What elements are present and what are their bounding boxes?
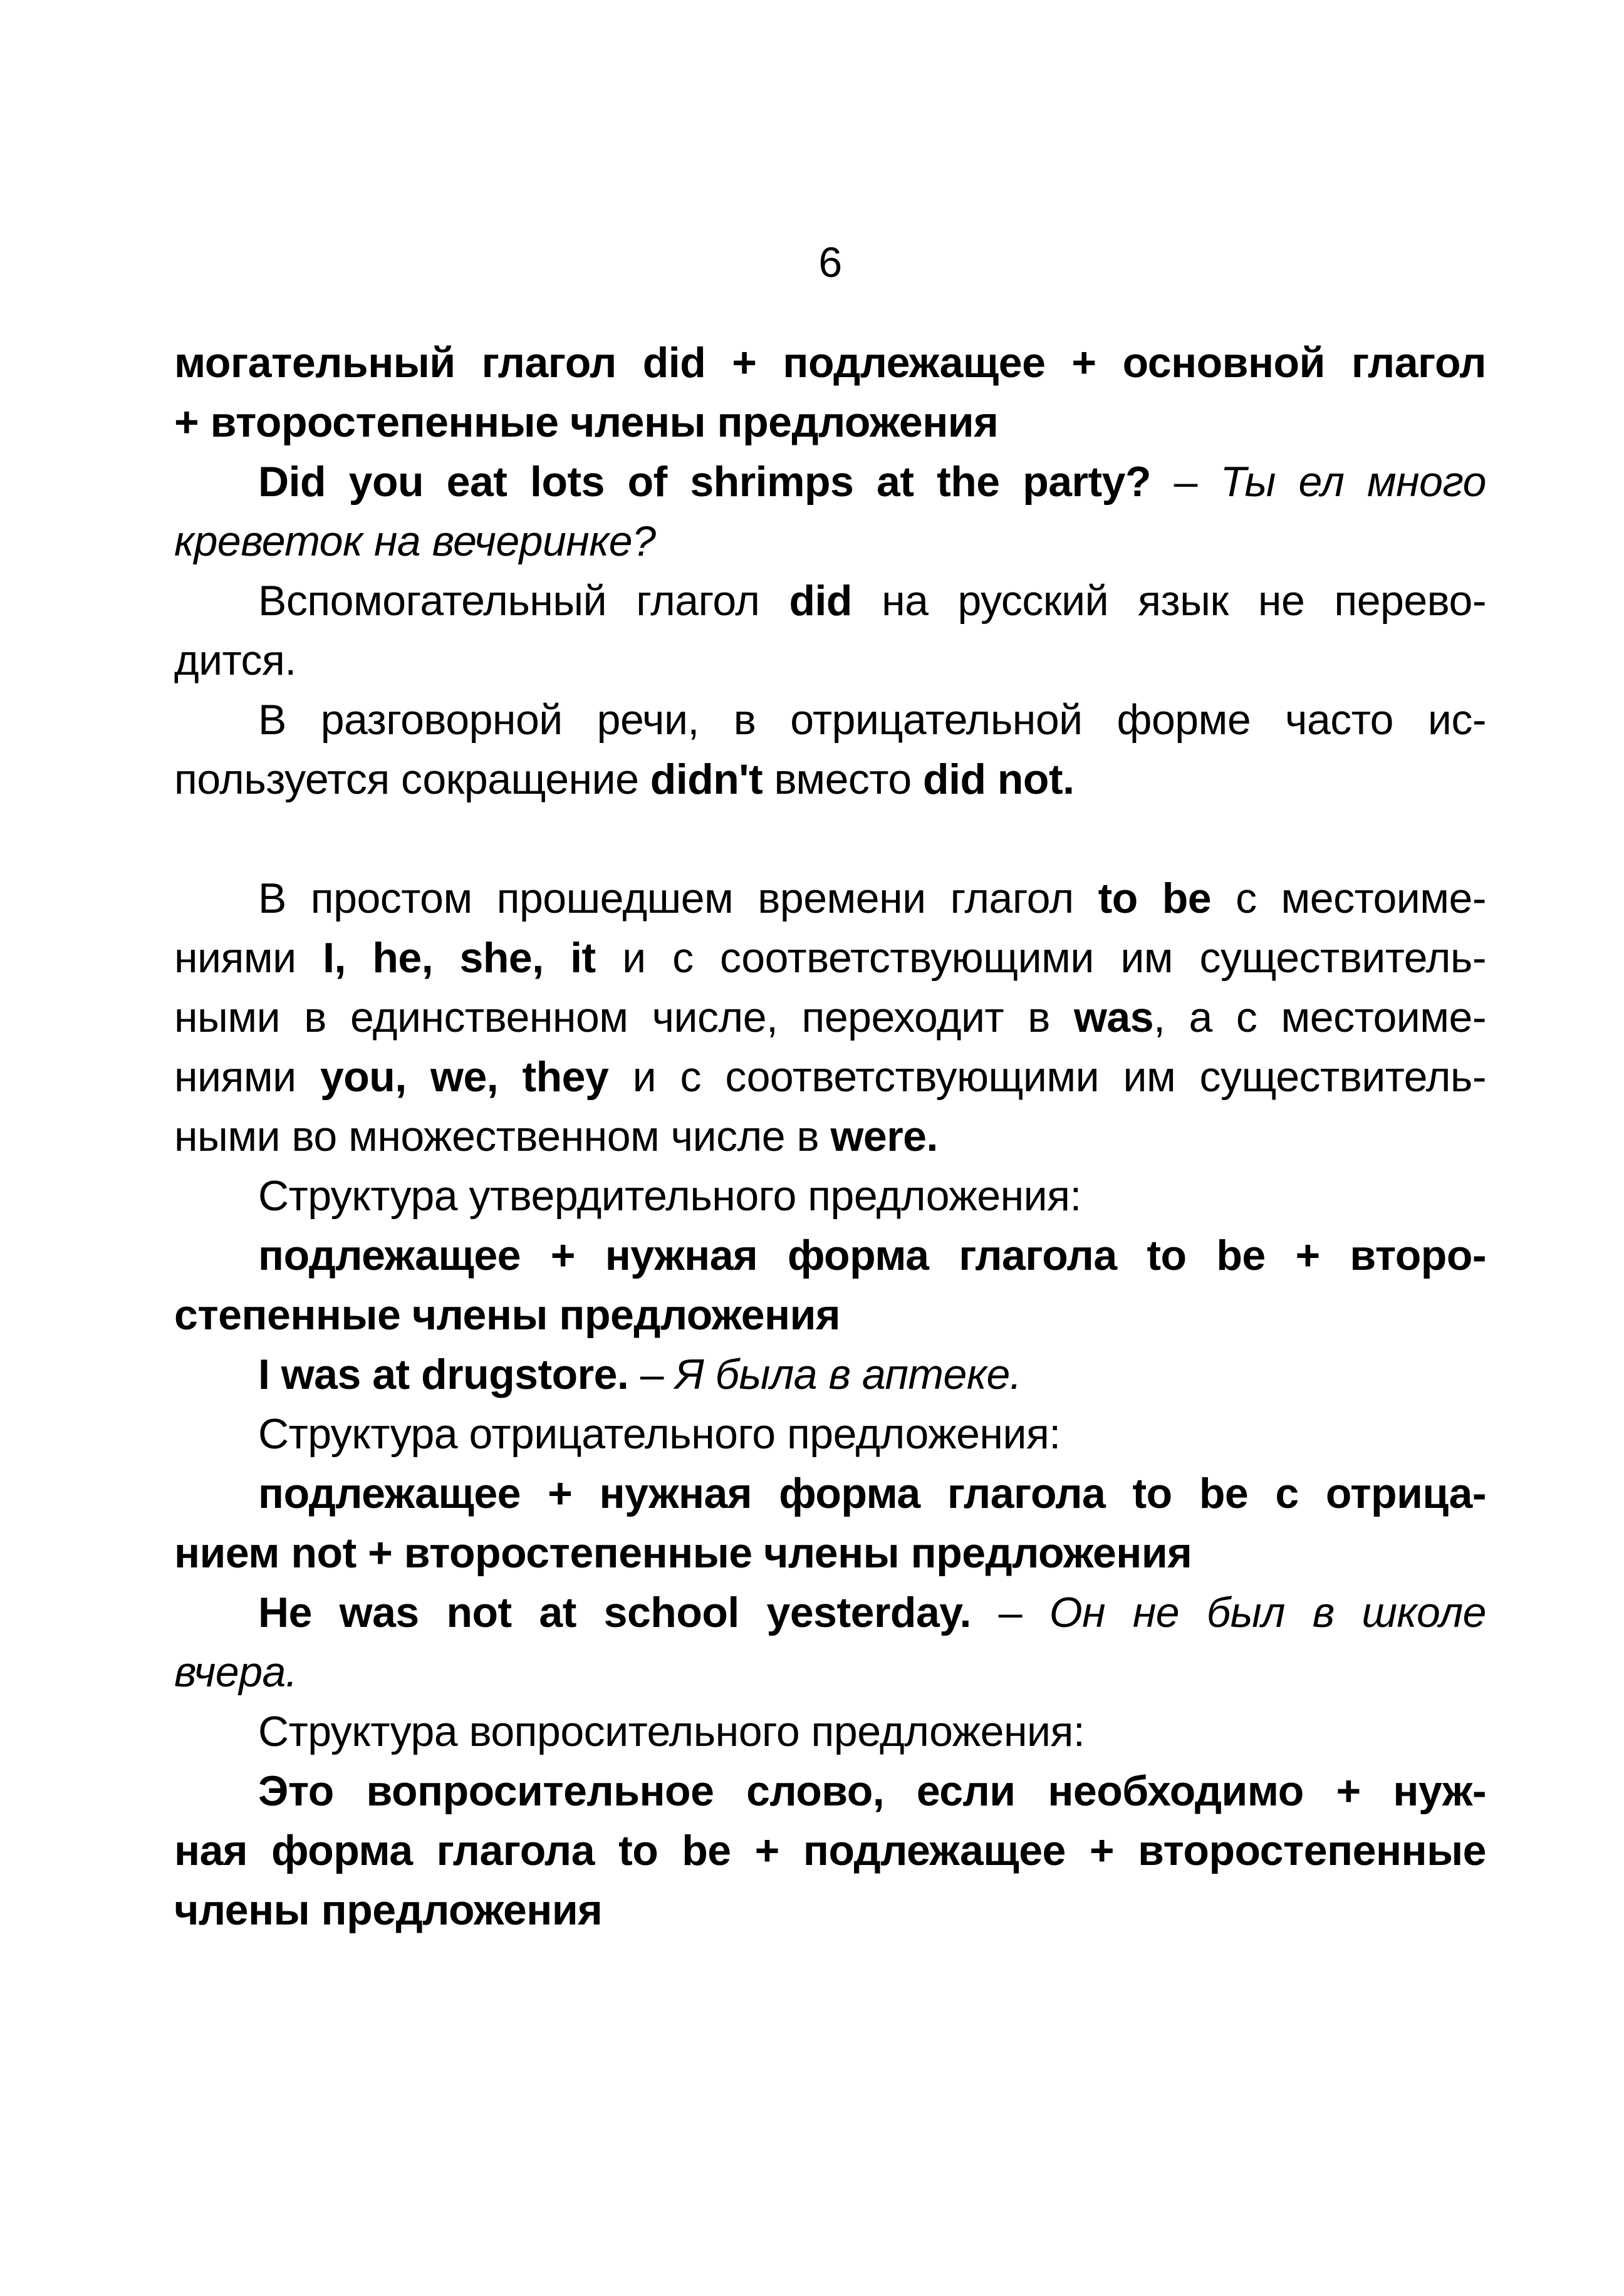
text-segment: дится. <box>174 636 296 684</box>
text-segment: ниями <box>174 1053 320 1101</box>
text-segment: подлежащее + нужная форма глагола to be + второ- <box>258 1232 1486 1279</box>
text-line <box>174 571 1486 631</box>
text-block <box>174 333 1486 1940</box>
text-line <box>174 1047 1486 1107</box>
text-segment: Вспомогательный глагол <box>258 577 789 625</box>
text-segment: на русский язык не перево- <box>851 577 1486 625</box>
text-segment: I, he, she, it <box>323 934 596 982</box>
text-segment: Ты ел много <box>1220 458 1486 506</box>
text-segment: – <box>1151 458 1221 506</box>
text-segment: члены предложения <box>174 1886 603 1934</box>
text-segment: ными во множественном числе в <box>174 1113 831 1160</box>
text-segment: I was at drugstore. <box>258 1351 629 1398</box>
text-line <box>174 1405 1486 1464</box>
text-segment: Did you eat lots of shrimps at the party? <box>258 458 1152 506</box>
text-segment: Структура утвердительного предложения: <box>258 1172 1081 1220</box>
page-number: 6 <box>818 239 842 286</box>
text-segment: , а с местоиме- <box>1153 994 1486 1041</box>
text-segment: ная форма глагола to be + подлежащее + второстепенные <box>174 1827 1486 1874</box>
text-segment: степенные члены предложения <box>174 1291 841 1339</box>
text-line <box>174 1821 1486 1881</box>
text-segment: Он не был в школе <box>1049 1589 1486 1636</box>
text-segment: креветок на вечеринке? <box>174 517 656 565</box>
text-line <box>174 333 1486 393</box>
text-line <box>174 393 1486 452</box>
text-segment: и с соответствующими им существитель- <box>595 934 1486 982</box>
text-segment: подлежащее + нужная форма глагола to be с отрица- <box>258 1470 1486 1517</box>
text-segment: Структура отрицательного предложения: <box>258 1410 1061 1458</box>
text-segment: В разговорной речи, в отрицательной форме часто ис- <box>258 696 1486 744</box>
text-segment: you, we, they <box>320 1053 609 1101</box>
text-segment: – <box>971 1589 1049 1636</box>
text-segment: вчера. <box>174 1648 298 1696</box>
text-line <box>174 750 1486 809</box>
text-line <box>174 1166 1486 1226</box>
text-line <box>174 1881 1486 1940</box>
text-segment: нием not + второстепенные члены предложения <box>174 1529 1192 1577</box>
text-line <box>174 1226 1486 1286</box>
text-segment: ниями <box>174 934 323 982</box>
text-line <box>174 1583 1486 1643</box>
text-segment: did not. <box>923 756 1075 803</box>
text-segment: Я была в аптеке. <box>675 1351 1022 1398</box>
text-line <box>174 1286 1486 1345</box>
text-segment: He was not at school yesterday. <box>258 1589 971 1636</box>
text-line <box>174 1643 1486 1702</box>
text-line <box>174 928 1486 988</box>
text-segment: ными в единственном числе, переходит в <box>174 994 1074 1041</box>
text-line <box>174 690 1486 750</box>
text-line <box>174 988 1486 1047</box>
text-segment: вместо <box>763 756 924 803</box>
text-segment: Это вопросительное слово, если необходимо + нуж- <box>258 1767 1486 1815</box>
text-line <box>174 1464 1486 1524</box>
text-segment: В простом прошедшем времени глагол <box>258 875 1098 922</box>
text-segment: to be <box>1098 875 1212 922</box>
text-line <box>174 1345 1486 1405</box>
text-segment: didn't <box>650 756 763 803</box>
text-segment: were. <box>830 1113 938 1160</box>
text-segment: was <box>1074 994 1154 1041</box>
text-segment: + второстепенные члены предложения <box>174 398 999 446</box>
text-line <box>174 1762 1486 1821</box>
text-line <box>174 1107 1486 1166</box>
text-line <box>174 512 1486 571</box>
text-segment: did <box>789 577 852 625</box>
text-line <box>174 631 1486 690</box>
text-segment: Структура вопросительного предложения: <box>258 1708 1085 1755</box>
text-segment: с местоиме- <box>1211 875 1487 922</box>
text-segment: и с соответствующими им существитель- <box>608 1053 1486 1101</box>
text-line <box>174 1524 1486 1583</box>
text-line <box>174 869 1486 928</box>
text-segment: пользуется сокращение <box>174 756 650 803</box>
text-line <box>174 1702 1486 1762</box>
text-segment: могательный глагол did + подлежащее + основной глагол <box>174 339 1486 387</box>
text-line <box>174 452 1486 512</box>
text-segment: – <box>628 1351 675 1398</box>
